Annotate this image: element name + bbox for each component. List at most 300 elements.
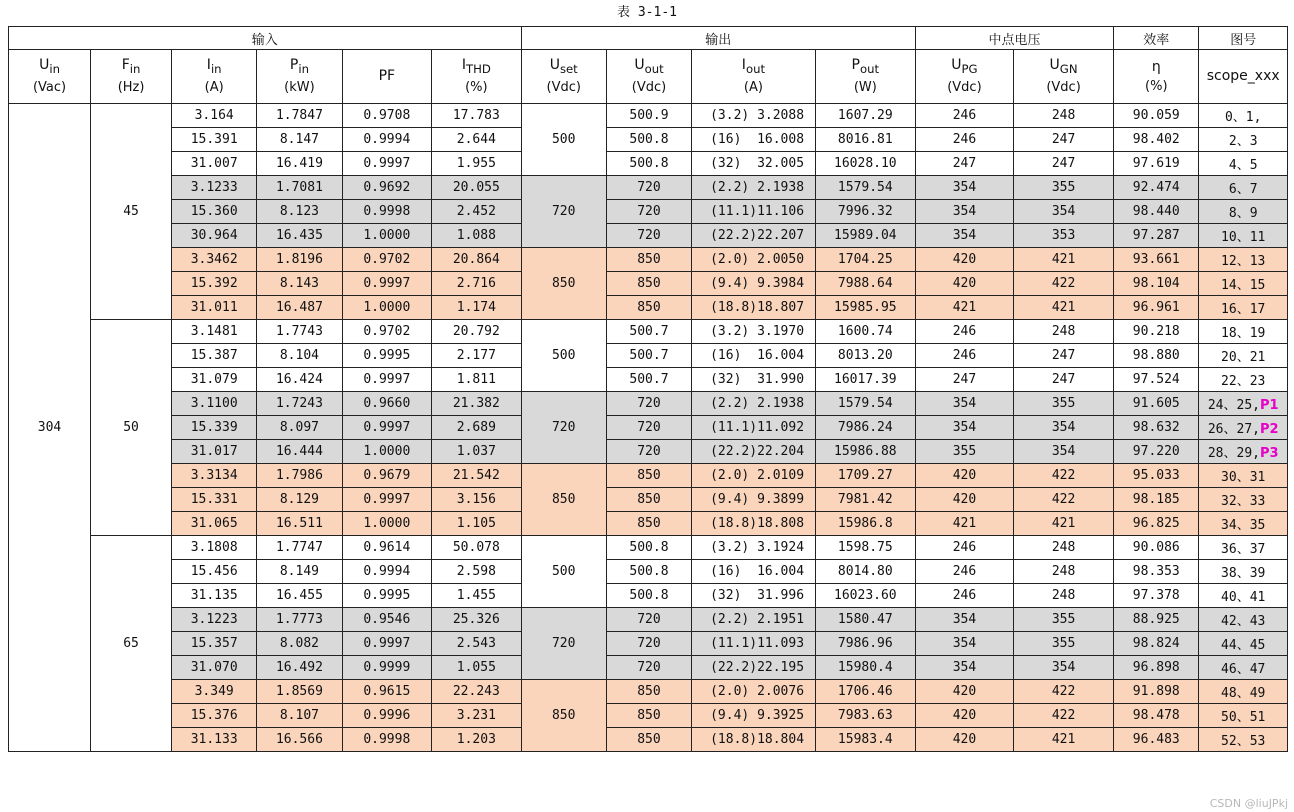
iin-cell: 15.339	[172, 416, 257, 440]
uout-cell: 500.8	[606, 560, 691, 584]
ithd-cell: 21.382	[432, 392, 522, 416]
iin-cell: 30.964	[172, 224, 257, 248]
pin-cell: 8.104	[257, 344, 342, 368]
ugn-cell: 421	[1013, 296, 1113, 320]
pin-cell: 8.107	[257, 704, 342, 728]
iin-cell: 31.135	[172, 584, 257, 608]
iout-cell	[692, 296, 816, 320]
iin-cell: 15.456	[172, 560, 257, 584]
figure-cell	[1199, 224, 1288, 248]
efficiency-cell: 98.440	[1114, 200, 1199, 224]
ugn-cell: 354	[1013, 416, 1113, 440]
iout-cell	[692, 176, 816, 200]
ithd-cell: 2.716	[432, 272, 522, 296]
figure-numbers: 2、3	[1228, 134, 1258, 149]
uset-cell: 500	[521, 104, 606, 176]
pf-cell: 0.9997	[342, 632, 432, 656]
figure-numbers: 42、43	[1221, 614, 1266, 629]
uout-cell: 720	[606, 632, 691, 656]
pin-cell: 1.7081	[257, 176, 342, 200]
iout-cell	[692, 464, 816, 488]
column-header	[692, 50, 816, 104]
figure-cell	[1199, 296, 1288, 320]
column-symbol	[9, 56, 90, 79]
table-row	[9, 584, 1288, 608]
pin-cell: 1.8196	[257, 248, 342, 272]
pout-cell: 8014.80	[815, 560, 915, 584]
pf-cell: 0.9995	[342, 584, 432, 608]
pf-cell: 0.9702	[342, 248, 432, 272]
pin-cell: 8.082	[257, 632, 342, 656]
uout-cell: 500.8	[606, 152, 691, 176]
efficiency-cell: 96.898	[1114, 656, 1199, 680]
upg-cell: 246	[915, 320, 1013, 344]
pf-cell: 0.9997	[342, 416, 432, 440]
figure-cell	[1199, 344, 1288, 368]
column-header	[1013, 50, 1113, 104]
upg-cell: 354	[915, 416, 1013, 440]
uout-cell: 850	[606, 488, 691, 512]
uout-cell: 500.8	[606, 128, 691, 152]
symbol-subscript: in	[298, 61, 309, 76]
uset-cell: 720	[521, 392, 606, 464]
iin-cell: 3.1233	[172, 176, 257, 200]
figure-cell	[1199, 464, 1288, 488]
figure-numbers: 22、23	[1221, 374, 1266, 389]
figure-numbers: 40、41	[1221, 590, 1266, 605]
ithd-cell: 1.105	[432, 512, 522, 536]
pout-cell: 7986.24	[815, 416, 915, 440]
uout-cell: 720	[606, 224, 691, 248]
figure-numbers: 30、31	[1221, 470, 1266, 485]
iout-cell	[692, 704, 816, 728]
ithd-cell: 3.231	[432, 704, 522, 728]
upg-cell: 354	[915, 392, 1013, 416]
uset-cell: 850	[521, 248, 606, 320]
ithd-cell: 20.864	[432, 248, 522, 272]
table-row	[9, 200, 1288, 224]
pf-cell: 0.9708	[342, 104, 432, 128]
iin-cell: 15.357	[172, 632, 257, 656]
table-row	[9, 344, 1288, 368]
figure-numbers: 0、1,	[1224, 110, 1262, 125]
column-unit: (A)	[743, 80, 763, 96]
iin-cell: 3.164	[172, 104, 257, 128]
uout-cell: 850	[606, 512, 691, 536]
column-header	[1199, 50, 1288, 104]
pf-cell: 0.9995	[342, 344, 432, 368]
iout-cell	[692, 608, 816, 632]
figure-cell	[1199, 200, 1288, 224]
column-header	[257, 50, 342, 104]
uset-cell: 720	[521, 176, 606, 248]
uset-cell: 850	[521, 464, 606, 536]
uout-cell: 500.8	[606, 536, 691, 560]
iout-value: (32) 31.990	[710, 372, 805, 387]
iout-cell	[692, 656, 816, 680]
iout-value: (9.4) 9.3925	[710, 708, 805, 723]
efficiency-cell: 98.478	[1114, 704, 1199, 728]
uout-cell: 720	[606, 176, 691, 200]
efficiency-cell: 97.619	[1114, 152, 1199, 176]
upg-cell: 247	[915, 152, 1013, 176]
column-symbol	[916, 56, 1013, 79]
column-unit: (%)	[1145, 78, 1168, 94]
pin-cell: 16.566	[257, 728, 342, 752]
pin-cell: 16.435	[257, 224, 342, 248]
upg-cell: 420	[915, 248, 1013, 272]
ithd-cell: 1.174	[432, 296, 522, 320]
pin-cell: 16.444	[257, 440, 342, 464]
ithd-cell: 2.452	[432, 200, 522, 224]
figure-numbers: 24、25,	[1207, 398, 1260, 413]
symbol-letter: PF	[378, 68, 396, 84]
upg-cell: 420	[915, 488, 1013, 512]
pin-cell: 16.424	[257, 368, 342, 392]
symbol-letter: P	[851, 56, 860, 73]
figure-numbers: 48、49	[1221, 686, 1266, 701]
efficiency-cell: 93.661	[1114, 248, 1199, 272]
ithd-cell: 20.055	[432, 176, 522, 200]
table-row	[9, 368, 1288, 392]
pin-cell: 1.7743	[257, 320, 342, 344]
iout-cell	[692, 440, 816, 464]
table-row	[9, 224, 1288, 248]
iin-cell: 31.017	[172, 440, 257, 464]
iout-value: (2.2) 2.1938	[710, 396, 805, 411]
efficiency-cell: 90.059	[1114, 104, 1199, 128]
pout-cell: 1600.74	[815, 320, 915, 344]
pin-cell: 1.7847	[257, 104, 342, 128]
symbol-letter: η	[1151, 58, 1161, 75]
pin-cell: 16.487	[257, 296, 342, 320]
pout-cell: 16023.60	[815, 584, 915, 608]
ithd-cell: 2.644	[432, 128, 522, 152]
iout-value: (18.8)18.807	[710, 300, 805, 315]
column-unit: (%)	[465, 80, 488, 96]
ugn-cell: 354	[1013, 656, 1113, 680]
ugn-cell: 354	[1013, 200, 1113, 224]
symbol-letter: U	[549, 56, 560, 73]
pf-cell: 0.9660	[342, 392, 432, 416]
iin-cell: 3.349	[172, 680, 257, 704]
iout-cell	[692, 392, 816, 416]
ithd-cell: 3.156	[432, 488, 522, 512]
iout-value: (18.8)18.808	[710, 516, 805, 531]
efficiency-cell: 98.185	[1114, 488, 1199, 512]
ithd-cell: 1.811	[432, 368, 522, 392]
column-header	[815, 50, 915, 104]
column-symbol	[1199, 67, 1287, 86]
frequency-cell: 65	[91, 536, 172, 752]
figure-cell	[1199, 560, 1288, 584]
uin-cell: 304	[9, 104, 91, 752]
iout-value: (2.2) 2.1938	[710, 180, 805, 195]
uout-cell: 500.8	[606, 584, 691, 608]
pin-cell: 8.147	[257, 128, 342, 152]
group-header-row	[9, 27, 1288, 50]
column-unit: (A)	[204, 80, 224, 96]
iout-value: (16) 16.004	[710, 564, 805, 579]
figure-cell	[1199, 176, 1288, 200]
efficiency-cell: 98.880	[1114, 344, 1199, 368]
iin-cell: 31.079	[172, 368, 257, 392]
table-row	[9, 704, 1288, 728]
table-row	[9, 608, 1288, 632]
figure-cell	[1199, 608, 1288, 632]
column-symbol	[816, 56, 915, 79]
pout-cell: 15983.4	[815, 728, 915, 752]
pf-cell: 0.9702	[342, 320, 432, 344]
table-row	[9, 152, 1288, 176]
column-header	[606, 50, 691, 104]
ugn-cell: 422	[1013, 680, 1113, 704]
column-header	[9, 50, 91, 104]
symbol-subscript: GN	[1059, 61, 1078, 76]
table-row	[9, 512, 1288, 536]
upg-cell: 355	[915, 440, 1013, 464]
uout-cell: 720	[606, 440, 691, 464]
figure-numbers: 44、45	[1221, 638, 1266, 653]
table-row	[9, 416, 1288, 440]
pout-cell: 1704.25	[815, 248, 915, 272]
iout-value: (22.2)22.204	[710, 444, 805, 459]
symbol-subscript: out	[745, 61, 766, 76]
iin-cell: 3.3462	[172, 248, 257, 272]
iin-cell: 31.070	[172, 656, 257, 680]
iout-value: (2.2) 2.1951	[710, 612, 805, 627]
symbol-subscript: out	[644, 61, 664, 76]
iout-value: (32) 31.996	[710, 588, 805, 603]
pout-cell: 1598.75	[815, 536, 915, 560]
ithd-cell: 21.542	[432, 464, 522, 488]
iout-value: (2.0) 2.0109	[710, 468, 805, 483]
pf-cell: 1.0000	[342, 440, 432, 464]
uout-cell: 720	[606, 392, 691, 416]
ugn-cell: 421	[1013, 728, 1113, 752]
ugn-cell: 355	[1013, 608, 1113, 632]
ugn-cell: 355	[1013, 392, 1113, 416]
table-row	[9, 656, 1288, 680]
efficiency-cell: 96.483	[1114, 728, 1199, 752]
upg-cell: 354	[915, 200, 1013, 224]
pf-cell: 0.9994	[342, 128, 432, 152]
uout-cell: 500.9	[606, 104, 691, 128]
table-row	[9, 176, 1288, 200]
pin-cell: 16.455	[257, 584, 342, 608]
figure-cell	[1199, 440, 1288, 464]
iout-value: (9.4) 9.3899	[710, 492, 805, 507]
efficiency-cell: 97.220	[1114, 440, 1199, 464]
pout-cell: 8013.20	[815, 344, 915, 368]
upg-cell: 420	[915, 728, 1013, 752]
table-row	[9, 392, 1288, 416]
iout-cell	[692, 248, 816, 272]
ithd-cell: 50.078	[432, 536, 522, 560]
figure-numbers: 26、27,	[1207, 422, 1260, 437]
uout-cell: 850	[606, 296, 691, 320]
symbol-letter: I	[741, 56, 746, 73]
iout-value: (11.1)11.092	[710, 420, 805, 435]
figure-numbers: 12、13	[1221, 254, 1266, 269]
table-row	[9, 536, 1288, 560]
symbol-subscript: in	[210, 61, 222, 76]
iout-value: (16) 16.008	[710, 132, 805, 147]
iout-cell	[692, 104, 816, 128]
table-row	[9, 632, 1288, 656]
efficiency-cell: 91.605	[1114, 392, 1199, 416]
ugn-cell: 422	[1013, 272, 1113, 296]
uout-cell: 850	[606, 680, 691, 704]
figure-cell	[1199, 488, 1288, 512]
uset-cell: 850	[521, 680, 606, 752]
efficiency-cell: 98.632	[1114, 416, 1199, 440]
watermark: CSDN @liuJPkj	[1209, 797, 1288, 810]
uset-cell: 500	[521, 320, 606, 392]
symbol-subscript: set	[559, 61, 578, 76]
upg-cell: 354	[915, 176, 1013, 200]
group-efficiency: 效率	[1114, 27, 1199, 50]
ugn-cell: 421	[1013, 248, 1113, 272]
pf-cell: 0.9996	[342, 704, 432, 728]
pf-cell: 0.9615	[342, 680, 432, 704]
figure-cell	[1199, 728, 1288, 752]
symbol-subscript: out	[860, 61, 880, 76]
uout-cell: 500.7	[606, 368, 691, 392]
upg-cell: 354	[915, 608, 1013, 632]
pin-cell: 8.149	[257, 560, 342, 584]
iout-cell	[692, 632, 816, 656]
pout-cell: 1607.29	[815, 104, 915, 128]
pf-cell: 0.9999	[342, 656, 432, 680]
pout-cell: 8016.81	[815, 128, 915, 152]
upg-cell: 420	[915, 680, 1013, 704]
efficiency-cell: 90.086	[1114, 536, 1199, 560]
upg-cell: 247	[915, 368, 1013, 392]
iout-value: (16) 16.004	[710, 348, 805, 363]
pout-cell: 7986.96	[815, 632, 915, 656]
figure-cell	[1199, 632, 1288, 656]
figure-numbers: 18、19	[1221, 326, 1266, 341]
symbol-letter: U	[39, 56, 50, 73]
group-midpoint-voltage: 中点电压	[915, 27, 1113, 50]
ugn-cell: 247	[1013, 152, 1113, 176]
pf-cell: 0.9546	[342, 608, 432, 632]
iout-value: (9.4) 9.3984	[710, 276, 805, 291]
column-header	[521, 50, 606, 104]
ithd-cell: 2.177	[432, 344, 522, 368]
pf-cell: 1.0000	[342, 296, 432, 320]
pin-cell: 1.7747	[257, 536, 342, 560]
iout-value: (3.2) 3.1970	[710, 324, 805, 339]
ithd-cell: 2.689	[432, 416, 522, 440]
column-unit: (Vdc)	[1046, 80, 1081, 96]
ithd-cell: 1.203	[432, 728, 522, 752]
frequency-cell: 50	[91, 320, 172, 536]
group-figure-number: 图号	[1199, 27, 1288, 50]
ithd-cell: 22.243	[432, 680, 522, 704]
upg-cell: 246	[915, 104, 1013, 128]
upg-cell: 421	[915, 512, 1013, 536]
figure-numbers: 28、29,	[1207, 446, 1260, 461]
table-row	[9, 728, 1288, 752]
iout-cell	[692, 488, 816, 512]
uout-cell: 500.7	[606, 320, 691, 344]
table-row	[9, 320, 1288, 344]
column-symbol	[257, 56, 341, 79]
column-header	[172, 50, 257, 104]
column-unit: (W)	[853, 80, 877, 96]
figure-numbers: 32、33	[1221, 494, 1266, 509]
uout-cell: 720	[606, 656, 691, 680]
upg-cell: 420	[915, 272, 1013, 296]
symbol-letter: U	[1049, 56, 1060, 73]
pout-cell: 15986.8	[815, 512, 915, 536]
pin-cell: 8.123	[257, 200, 342, 224]
pf-cell: 0.9692	[342, 176, 432, 200]
efficiency-cell: 98.353	[1114, 560, 1199, 584]
iout-cell	[692, 368, 816, 392]
symbol-letter: P	[289, 56, 299, 73]
upg-cell: 420	[915, 704, 1013, 728]
column-unit: (Vdc)	[947, 80, 982, 96]
iout-value: (11.1)11.106	[710, 204, 805, 219]
upg-cell: 246	[915, 536, 1013, 560]
figure-numbers: 36、37	[1221, 542, 1266, 557]
table-row	[9, 488, 1288, 512]
ithd-cell: 1.455	[432, 584, 522, 608]
figure-cell	[1199, 512, 1288, 536]
figure-numbers: 4、5	[1228, 158, 1258, 173]
iin-cell: 31.065	[172, 512, 257, 536]
upg-cell: 246	[915, 128, 1013, 152]
column-header	[915, 50, 1013, 104]
symbol-letter: U	[951, 56, 962, 73]
upg-cell: 246	[915, 560, 1013, 584]
figure-cell	[1199, 392, 1288, 416]
iout-value: (3.2) 3.2088	[710, 108, 805, 123]
iout-cell	[692, 584, 816, 608]
iout-value: (3.2) 3.1924	[710, 540, 805, 555]
symbol-letter: scope_xxx	[1206, 68, 1280, 84]
upg-cell: 246	[915, 344, 1013, 368]
efficiency-cell: 90.218	[1114, 320, 1199, 344]
iin-cell: 3.3134	[172, 464, 257, 488]
pin-cell: 1.7986	[257, 464, 342, 488]
column-symbol	[172, 56, 256, 79]
iout-cell	[692, 560, 816, 584]
ithd-cell: 1.088	[432, 224, 522, 248]
figure-cell	[1199, 368, 1288, 392]
column-symbol	[343, 67, 432, 86]
iout-cell	[692, 272, 816, 296]
pout-cell: 1579.54	[815, 176, 915, 200]
uout-cell: 850	[606, 464, 691, 488]
symbol-letter: I	[461, 56, 466, 73]
symbol-letter: F	[121, 56, 130, 73]
ugn-cell: 354	[1013, 440, 1113, 464]
pin-cell: 1.7243	[257, 392, 342, 416]
pin-cell: 8.143	[257, 272, 342, 296]
figure-cell	[1199, 704, 1288, 728]
column-unit: (Vac)	[32, 80, 67, 96]
ugn-cell: 355	[1013, 632, 1113, 656]
iin-cell: 15.331	[172, 488, 257, 512]
figure-numbers: 20、21	[1221, 350, 1266, 365]
upg-cell: 354	[915, 224, 1013, 248]
iout-value: (2.0) 2.0076	[710, 684, 805, 699]
ugn-cell: 422	[1013, 488, 1113, 512]
